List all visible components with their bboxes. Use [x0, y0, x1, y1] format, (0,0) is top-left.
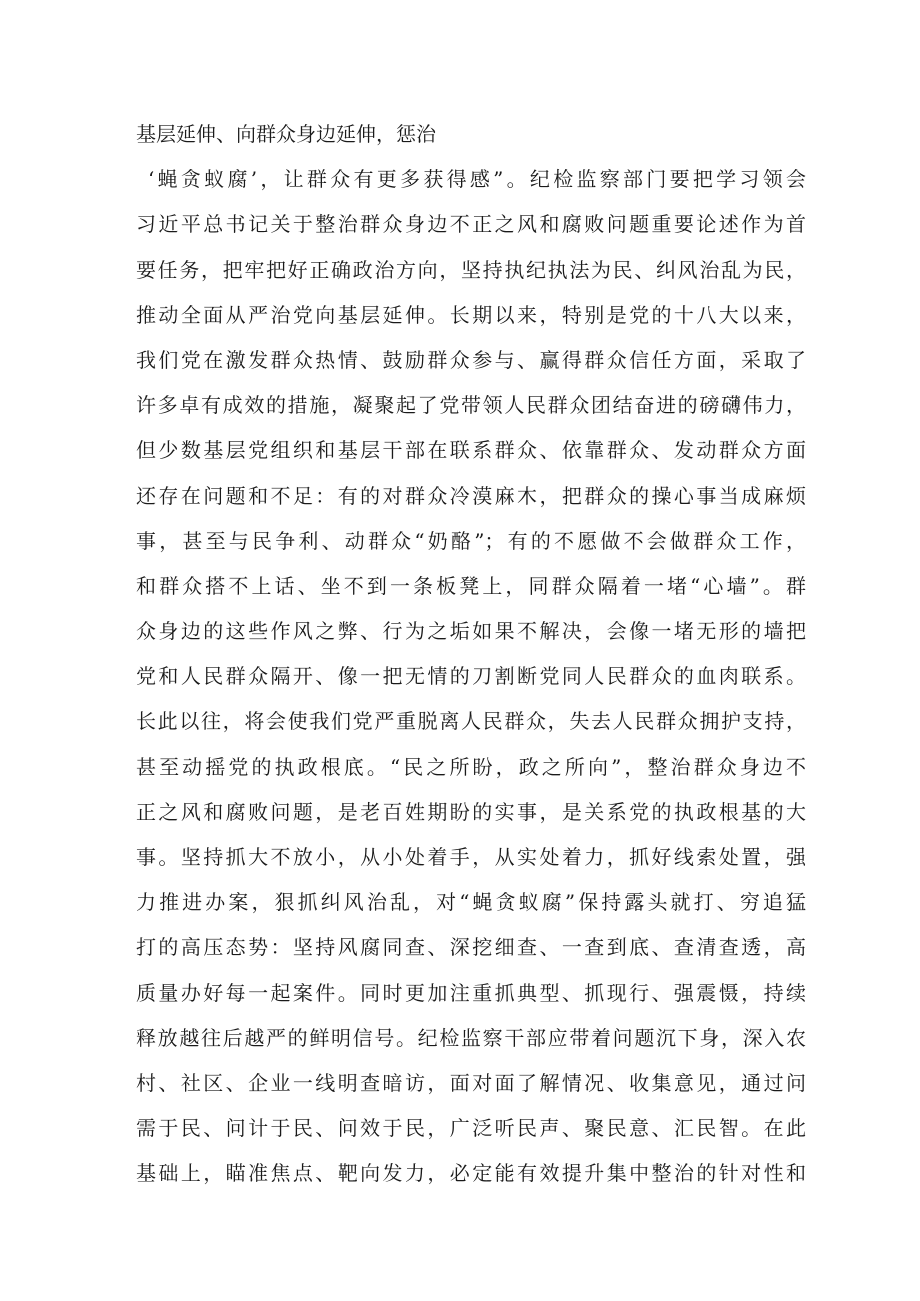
text-line: 习近平总书记关于整治群众身边不正之风和腐败问题重要论述作为首: [136, 212, 806, 237]
text-line: 和群众搭不上话、坐不到一条板凳上，同群众隔着一堵“心墙”。群: [136, 573, 806, 598]
text-line: 基础上，瞄准焦点、靶向发力，必定能有效提升集中整治的针对性和: [136, 1161, 806, 1186]
text-line: 甚至动摇党的执政根底。“民之所盼，政之所向”，整治群众身边不: [136, 754, 806, 779]
text-line: 事，甚至与民争利、动群众“奶酪”；有的不愿做不会做群众工作，: [136, 528, 806, 553]
text-line: 长此以往，将会使我们党严重脱离人民群众，失去人民群众拥护支持，: [136, 709, 806, 734]
text-line: 需于民、问计于民、问效于民，广泛听民声、聚民意、汇民智。在此: [136, 1116, 806, 1141]
text-line: ‘蝇贪蚁腐’，让群众有更多获得感”。纪检监察部门要把学习领会: [148, 167, 806, 192]
text-line: 众身边的这些作风之弊、行为之垢如果不解决，会像一堵无形的墙把: [136, 619, 806, 644]
text-line: 推动全面从严治党向基层延伸。长期以来，特别是党的十八大以来，: [136, 302, 806, 327]
text-line: 党和人民群众隔开、像一把无情的刀割断党同人民群众的血肉联系。: [136, 664, 806, 689]
text-line: 要任务，把牢把好正确政治方向，坚持执纪执法为民、纠风治乱为民，: [136, 257, 806, 282]
text-line: 事。坚持抓大不放小，从小处着手，从实处着力，抓好线索处置，强: [136, 845, 806, 869]
text-line: 质量办好每一起案件。同时更加注重抓典型、抓现行、强震慑，持续: [136, 980, 806, 1005]
body-text: [136, 112, 806, 1197]
text-line: 村、社区、企业一线明查暗访，面对面了解情况、收集意见，通过问: [136, 1070, 806, 1095]
text-line: 还存在问题和不足：有的对群众冷漠麻木，把群众的操心事当成麻烦: [136, 483, 806, 508]
text-line: 但少数基层党组织和基层干部在联系群众、依靠群众、发动群众方面: [136, 438, 806, 463]
text-line: 基层延伸、向群众身边延伸，惩治: [136, 122, 436, 146]
text-line: 许多卓有成效的措施，凝聚起了党带领人民群众团结奋进的磅礴伟力，: [136, 393, 806, 418]
text-line: 正之风和腐败问题，是老百姓期盼的实事，是关系党的执政根基的大: [136, 799, 806, 824]
text-line: 我们党在激发群众热情、鼓励群众参与、赢得群众信任方面，采取了: [136, 347, 806, 372]
text-line: 释放越往后越严的鲜明信号。纪检监察干部应带着问题沉下身，深入农: [136, 1025, 806, 1050]
text-line: 力推进办案，狠抓纠风治乱，对“蝇贪蚁腐”保持露头就打、穷追猛: [136, 890, 806, 915]
text-line: 打的高压态势：坚持风腐同查、深挖细查、一查到底、查清查透，高: [136, 935, 806, 960]
